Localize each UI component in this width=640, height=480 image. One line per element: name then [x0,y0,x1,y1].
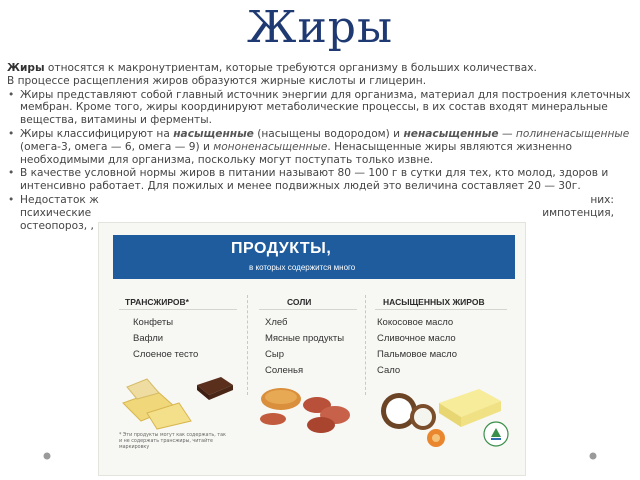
list-item: Вафли [133,333,164,344]
salt-list [265,315,344,379]
column-title-saturated: НАСЫЩЕННЫХ ЖИРОВ [383,297,485,307]
intro-line-2: В процессе расщепления жиров образуются жирные кислоты и глицерин. [7,74,427,87]
orange-item-icon [425,427,447,449]
column-title-salt: СОЛИ [287,297,312,307]
nav-next-icon[interactable] [586,449,600,463]
column-rule [375,309,507,310]
bullet-norm: • В качестве условной нормы жиров в питании называют 80 — 100 г в сутки для тех, кто молод, здоров и интенсивно работает. Для пожилых и менее подвижных людей это величина составляет 20 — 30г. [7,167,635,193]
bullet2-text-5: . Ненасыщенные жиры являются жизненно необходимыми для организма, поскольку могут поступать только извне. [20,140,572,166]
column-rule [259,309,357,310]
column-divider [247,295,248,395]
infographic-title: ПРОДУКТЫ, [231,240,332,257]
bullet4-end: них: [590,193,614,206]
bullet-energy: • Жиры представляют собой главный источник энергии для организма, материал для построения клеточных мембран. Кроме того, жиры координируют метаболические процессы, в их состав входят минеральные вещества, витамины и ферменты. [7,89,635,127]
bullet2-text-1: Жиры классифицируют на [20,127,174,140]
bullet-list [7,89,635,233]
products-infographic [98,222,526,476]
list-item: Мясные продукты [265,333,345,344]
intro-bold: Жиры [7,62,45,74]
list-item: Хлеб [265,317,288,328]
infographic-header [113,235,515,279]
bullet4-line2-end: импотенция, [542,206,614,219]
nav-prev-icon[interactable] [40,449,54,463]
bullet2-text-3: — [498,127,516,140]
bullet4-start: • Недостаток ж [20,193,99,206]
list-item: Сливочное масло [377,333,456,344]
column-divider [365,295,366,395]
infographic-subtitle: в которых содержится много [249,263,356,272]
bullet2-unsaturated: ненасыщенные [403,127,499,140]
slide-title: Жиры [247,2,393,53]
bullet2-text-4: (омега-3, омега — 6, омега — 9) и [20,140,214,153]
bullet2-text-2: (насыщены водородом) и [253,127,404,140]
column-title-transfats: ТРАНСЖИРОВ* [125,297,189,307]
transfats-list [133,315,198,363]
sausage-icon [299,391,359,435]
list-item: Сыр [265,349,284,360]
logo-icon [483,421,509,447]
bullet-classification [7,128,635,166]
chocolate-icon [195,375,235,401]
column-rule [119,309,237,310]
bullet2-mono: мононенасыщенные [213,140,328,153]
list-item: Соленья [265,365,304,376]
intro-rest: относятся к макронутриентам, которые требуются организму в больших количествах. [44,62,537,74]
list-item: Конфеты [133,317,174,328]
bullet2-saturated: насыщенные [173,127,254,140]
saturated-list [377,315,457,379]
bullet2-poly: полиненасыщенные [515,127,630,140]
list-item: Сало [377,365,401,376]
intro-line-1 [7,62,635,75]
slide-body [7,62,635,233]
list-item: Слоеное тесто [133,349,199,360]
list-item: Пальмовое масло [377,349,458,360]
bullet4-line2-start: психические [20,206,92,219]
infographic-footnote: * Эти продукты могут как содержать, так и не содержать трансжиры, читайте маркировку [119,433,226,450]
list-item: Кокосовое масло [377,317,454,328]
bullet4-line3-start: остеопороз, , [20,219,94,232]
